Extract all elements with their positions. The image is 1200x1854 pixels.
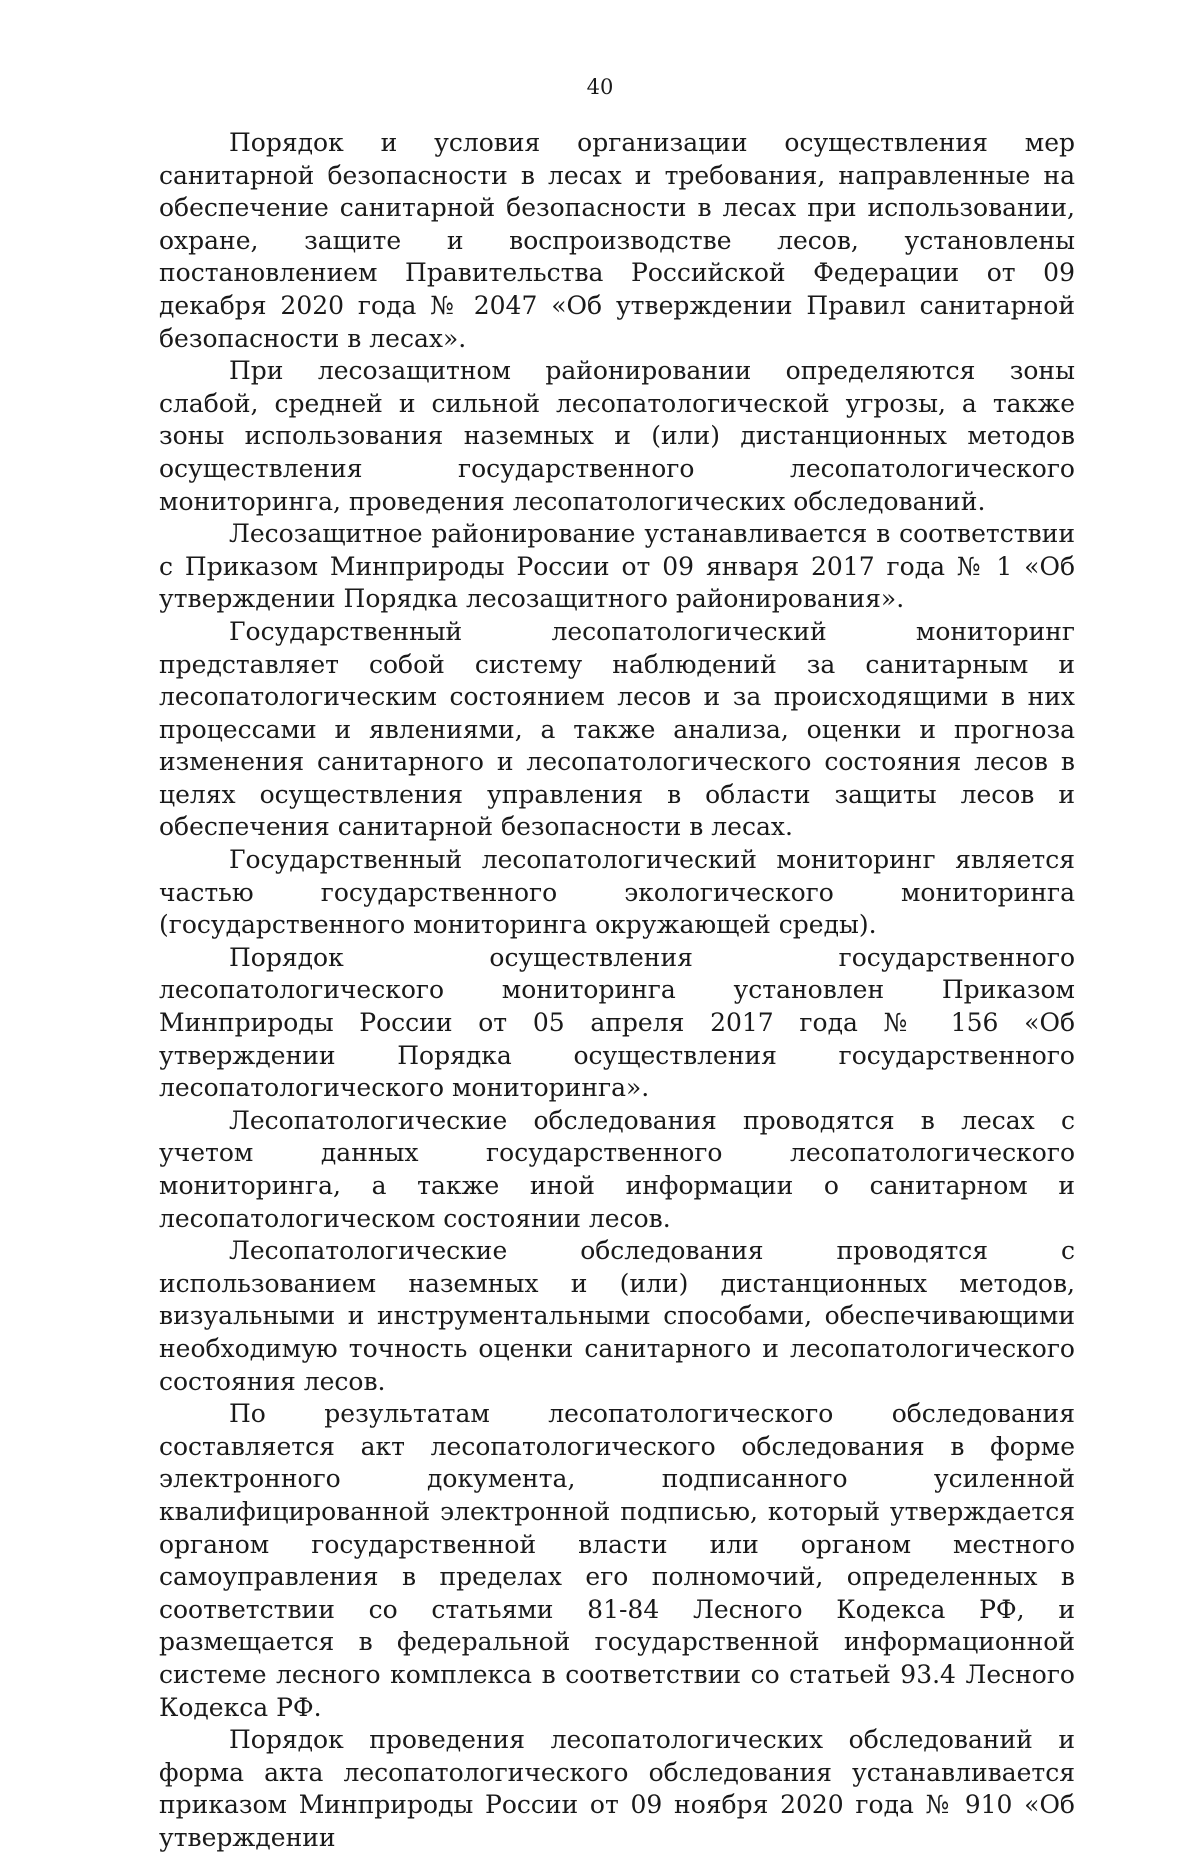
paragraph-surveys-basis: Лесопатологические обследования проводятся в лесах с учетом данных государственного лесопатологического мониторинга, а также иной информации о санитарном и лесопатологическом состоянии лесов. [159,1105,1075,1233]
paragraph-surveys-methods: Лесопатологические обследования проводятся с использованием наземных и (или) дистанционных методов, визуальными и инструментальными способами, обеспечивающими необходимую точность оценки санитарного и лесопатологического состояния лесов. [159,1236,1075,1396]
paragraph-monitoring-definition: Государственный лесопатологический мониторинг представляет собой систему наблюдений за санитарным и лесопатологическим состоянием лесов и за происходящими в них процессами и явлениями, а также анализа, оценки и прогноза изменения санитарного и лесопатологического состояния лесов в целях осуществления управления в области защиты лесов и обеспечения санитарной безопасности в лесах. [159,616,1075,842]
paragraph-survey-act: По результатам лесопатологического обследования составляется акт лесопатологического обследования в форме электронного документа, подписанного усиленной квалифицированной электронной подписью, который утверждается органом государственной власти или органом местного самоуправления в пределах его полномочий, определенных в соответствии со статьями 81-84 Лесного Кодекса РФ, и размещается в федеральной государственной информационной системе лесного комплекса в соответствии со статьей 93.4 Лесного Кодекса РФ. [159,1399,1075,1722]
paragraph-forest-zoning-zones: При лесозащитном районировании определяются зоны слабой, средней и сильной лесопатологической угрозы, а также зоны использования наземных и (или) дистанционных методов осуществления государственного лесопатологического мониторинга, проведения лесопатологических обследований. [159,356,1075,516]
document-body [159,127,1075,1854]
paragraph-monitoring-order: Порядок осуществления государственного лесопатологического мониторинга установлен Приказом Минприроды России от 05 апреля 2017 года № 156 «Об утверждении Порядка осуществления государственного лесопатологического мониторинга». [159,942,1075,1103]
paragraph-zoning-order: Лесозащитное районирование устанавливается в соответствии с Приказом Минприроды России от 09 января 2017 года № 1 «Об утверждении Порядка лесозащитного районирования». [159,519,1075,614]
paragraph-monitoring-part-of-ecological: Государственный лесопатологический мониторинг является частью государственного экологического мониторинга (государственного мониторинга окружающей среды). [159,845,1075,940]
paragraph-sanitary-safety: Порядок и условия организации осуществления мер санитарной безопасности в лесах и требования, направленные на обеспечение санитарной безопасности в лесах при использовании, охране, защите и воспроизводстве лесов, установлены постановлением Правительства Российской Федерации от 09 декабря 2020 года № 2047 «Об утверждении Правил санитарной безопасности в лесах». [159,128,1075,353]
page-number: 40 [586,75,614,99]
paragraph-survey-procedure: Порядок проведения лесопатологических обследований и форма акта лесопатологического обследования устанавливается приказом Минприроды России от 09 ноября 2020 года № 910 «Об утверждении [159,1725,1075,1852]
